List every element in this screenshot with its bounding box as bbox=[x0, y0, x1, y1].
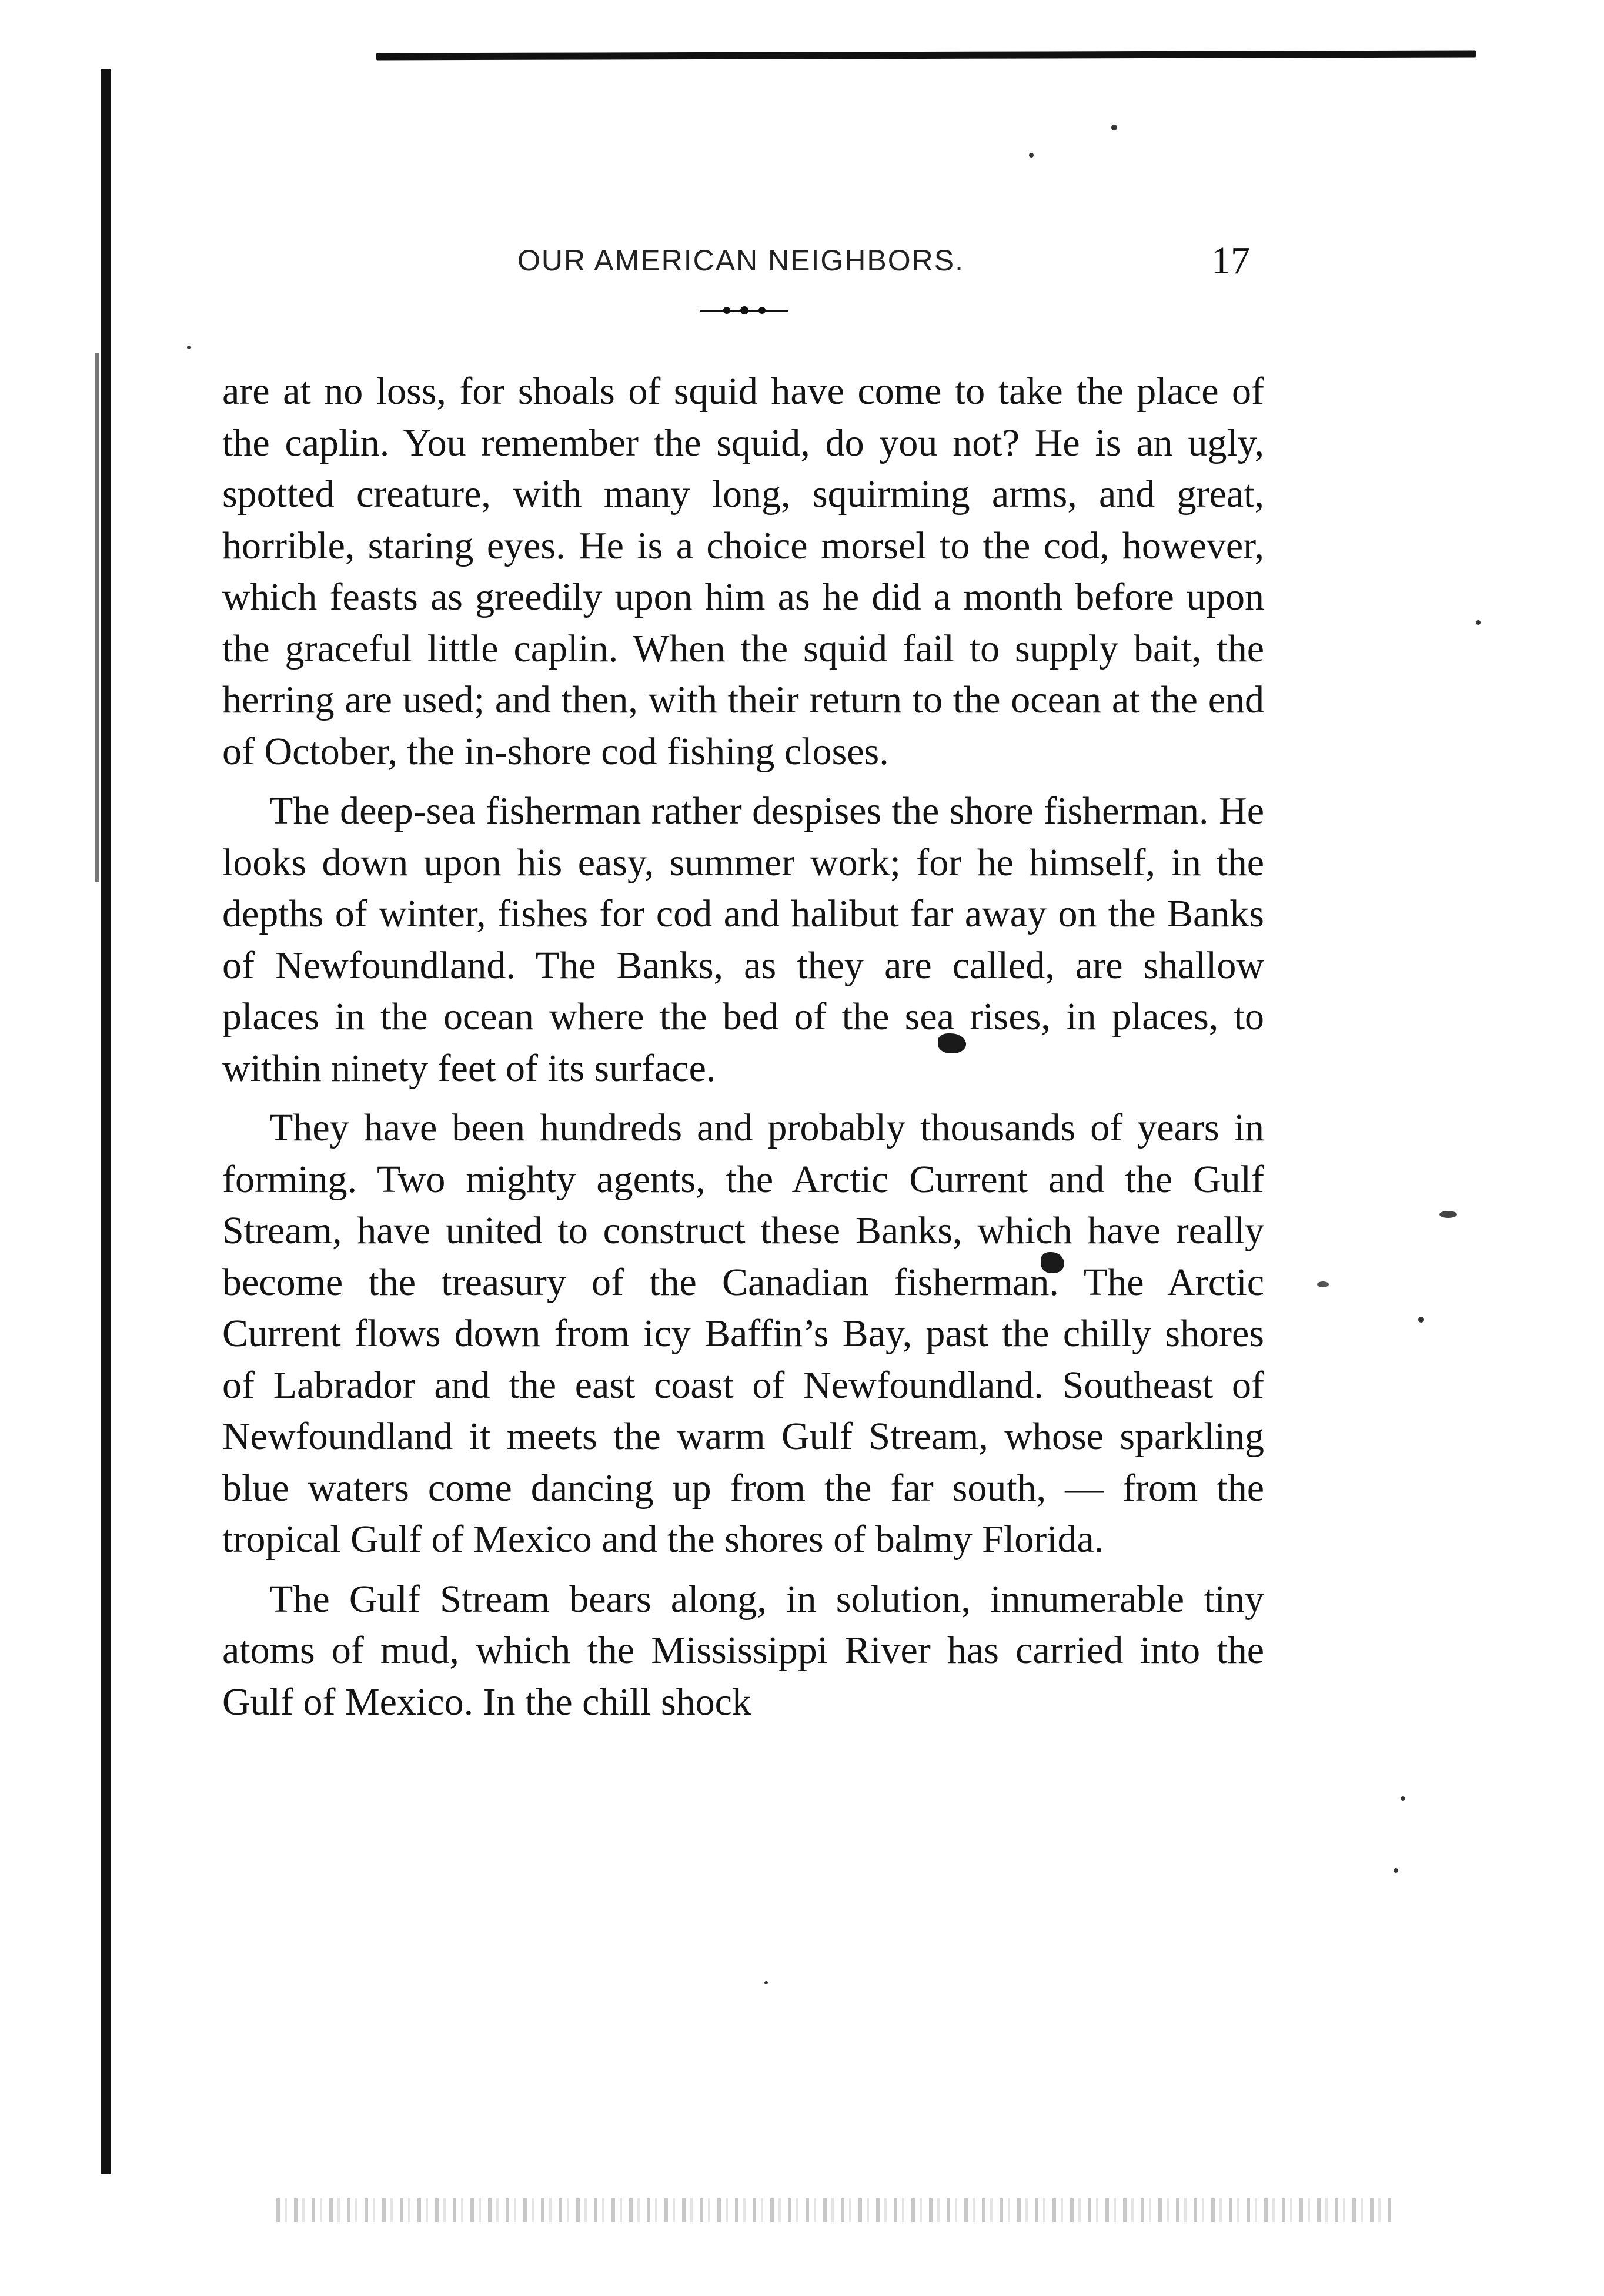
scan-speck bbox=[1394, 1868, 1398, 1873]
body-text bbox=[222, 366, 1264, 1728]
paragraph: The Gulf Stream bears along, in solution, innumerable tiny atoms of mud, which the Mississippi River has carried into the Gulf of Mexico. In the chill shock bbox=[222, 1577, 1264, 1723]
running-head bbox=[223, 239, 1270, 290]
top-scan-rule bbox=[376, 51, 1476, 61]
scan-speck bbox=[1029, 153, 1034, 158]
scan-speck bbox=[1439, 1211, 1457, 1218]
running-title: OUR AMERICAN NEIGHBORS. bbox=[517, 244, 964, 277]
scan-speck bbox=[1401, 1796, 1405, 1801]
binding-edge-shadow bbox=[101, 69, 111, 2174]
scan-speck bbox=[1476, 620, 1481, 625]
scan-speck bbox=[1317, 1281, 1329, 1287]
paragraph: The deep-sea fisherman rather despises the shore fisherman. He looks down upon his easy, summer work; for he himself, in the depths of winter, fishes for cod and halibut far away on the Banks of Newfoundland. The Banks, as they are called, are shallow places in the ocean where the bed of the sea rises, in places, to within ninety feet of its surface. bbox=[222, 789, 1264, 1090]
ornament-dot bbox=[758, 307, 766, 314]
scan-speck bbox=[1418, 1317, 1424, 1323]
ornament-dot bbox=[740, 306, 748, 314]
scan-speck bbox=[1111, 125, 1117, 130]
binding-edge-shade bbox=[95, 353, 99, 882]
paragraph: They have been hundreds and probably thousands of years in forming. Two mighty agents, the Arctic Current and the Gulf Stream, have united to construct these Banks, which have really become the treasury of the Canadian fisherman. The Arctic Current flows down from icy Baffin’s Bay, past the chilly shores of Labrador and the east coast of Newfoundland. Southeast of Newfoundland it meets the warm Gulf Stream, whose sparkling blue waters come dancing up from the far south, — from the tropical Gulf of Mexico and the shores of balmy Florida. bbox=[222, 1106, 1264, 1561]
scan-speck bbox=[187, 346, 191, 349]
page-number: 17 bbox=[1211, 239, 1250, 282]
header-ornament bbox=[700, 304, 788, 316]
ornament-dot bbox=[723, 307, 730, 314]
paragraph: are at no loss, for shoals of squid have come to take the place of the caplin. You remember the squid, do you not? He is an ugly, spotted creature, with many long, squirming arms, and great, horrible, staring eyes. He is a choice morsel to the cod, however, which feasts as greedily upon him as he did a month before upon the graceful little caplin. When the squid fail to supply bait, the herring are used; and then, with their return to the ocean at the end of October, the in-shore cod fishing closes. bbox=[222, 370, 1264, 773]
bottom-scan-noise bbox=[276, 2198, 1394, 2222]
scan-speck bbox=[764, 1981, 768, 1984]
